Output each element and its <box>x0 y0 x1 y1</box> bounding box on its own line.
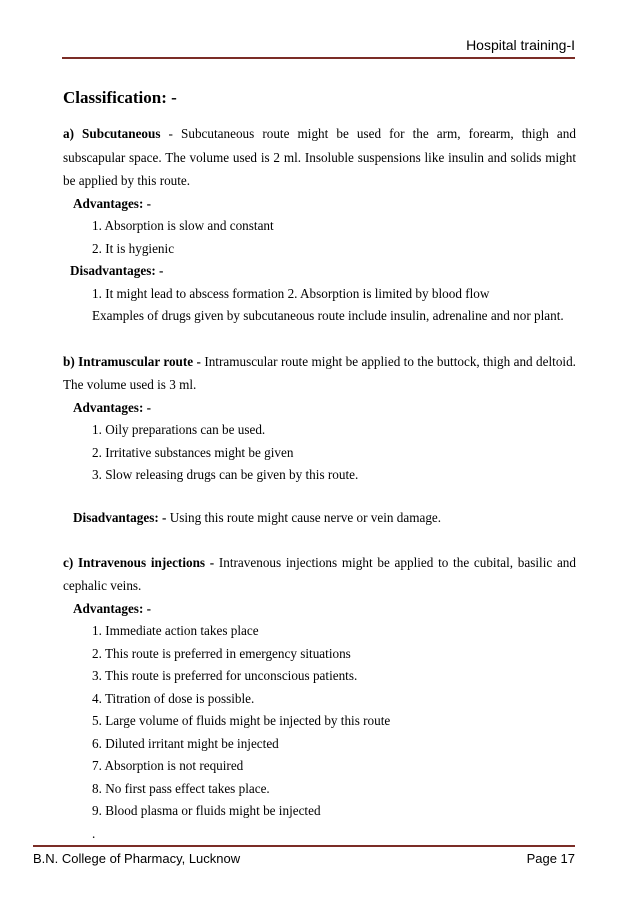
subcutaneous-advantages-label: Advantages: - <box>73 195 152 211</box>
intravenous-title: c) Intravenous injections - <box>63 554 215 570</box>
intramuscular-disadvantages-text: Using this route might cause nerve or vein damage. <box>166 509 442 525</box>
intravenous-paragraph <box>63 551 576 598</box>
intramuscular-disadvantages-label: Disadvantages: - <box>73 509 167 525</box>
header-rule <box>62 57 575 59</box>
subcutaneous-paragraph <box>63 122 576 193</box>
list-item: 2. This route is preferred in emergency situations <box>92 645 351 661</box>
intramuscular-advantages-label: Advantages: - <box>73 399 152 415</box>
intravenous-advantages-label: Advantages: - <box>73 600 152 616</box>
list-item: 2. Irritative substances might be given <box>92 444 294 460</box>
list-item: 9. Blood plasma or fluids might be injected <box>92 803 321 818</box>
footer-institution: B.N. College of Pharmacy, Lucknow <box>33 851 241 866</box>
list-item: 1. Absorption is slow and constant <box>92 218 274 233</box>
trailing-dot: . <box>92 825 96 841</box>
list-item: 1. It might lead to abscess formation 2. Absorption is limited by blood flow <box>92 285 490 301</box>
page-number: Page 17 <box>526 851 575 866</box>
subcutaneous-title: a) Subcutaneous <box>63 126 161 141</box>
list-item: 6. Diluted irritant might be injected <box>92 735 279 751</box>
intramuscular-paragraph <box>63 350 576 397</box>
intravenous-text: Intravenous injections might be applied to the cubital, basilic and cephalic veins. <box>63 554 576 593</box>
subcutaneous-disadvantages-label: Disadvantages: - <box>70 263 164 278</box>
list-item: 3. Slow releasing drugs can be given by this route. <box>92 467 359 482</box>
subcutaneous-text: - Subcutaneous route might be used for the arm, forearm, thigh and subscapular space. The volume used is 2 ml. Insoluble suspensions like insulin and solids might be applied by this route. <box>63 126 576 188</box>
list-item: 7. Absorption is not required <box>92 758 244 773</box>
list-item: 4. Titration of dose is possible. <box>92 690 255 706</box>
list-item: 2. It is hygienic <box>92 240 175 256</box>
spacer <box>63 328 576 350</box>
spacer <box>63 487 576 507</box>
list-item: 8. No first pass effect takes place. <box>92 780 270 796</box>
intramuscular-title: b) Intramuscular route - <box>63 353 201 369</box>
footer-rule <box>33 845 575 847</box>
list-item: 1. Oily preparations can be used. <box>92 422 266 437</box>
list-item: Examples of drugs given by subcutaneous route include insulin, adrenaline and nor plant. <box>92 308 564 323</box>
intramuscular-disadvantages <box>63 507 576 529</box>
page-heading: Classification: - <box>63 88 177 107</box>
running-header: Hospital training-I <box>466 37 575 53</box>
spacer <box>63 529 576 551</box>
list-item: 5. Large volume of fluids might be injected by this route <box>92 713 391 728</box>
main-content <box>63 122 576 845</box>
intramuscular-text: Intramuscular route might be applied to the buttock, thigh and deltoid. The volume used is 3 ml. <box>63 353 576 392</box>
list-item: 1. Immediate action takes place <box>92 623 259 638</box>
list-item: 3. This route is preferred for unconscious patients. <box>92 668 358 683</box>
